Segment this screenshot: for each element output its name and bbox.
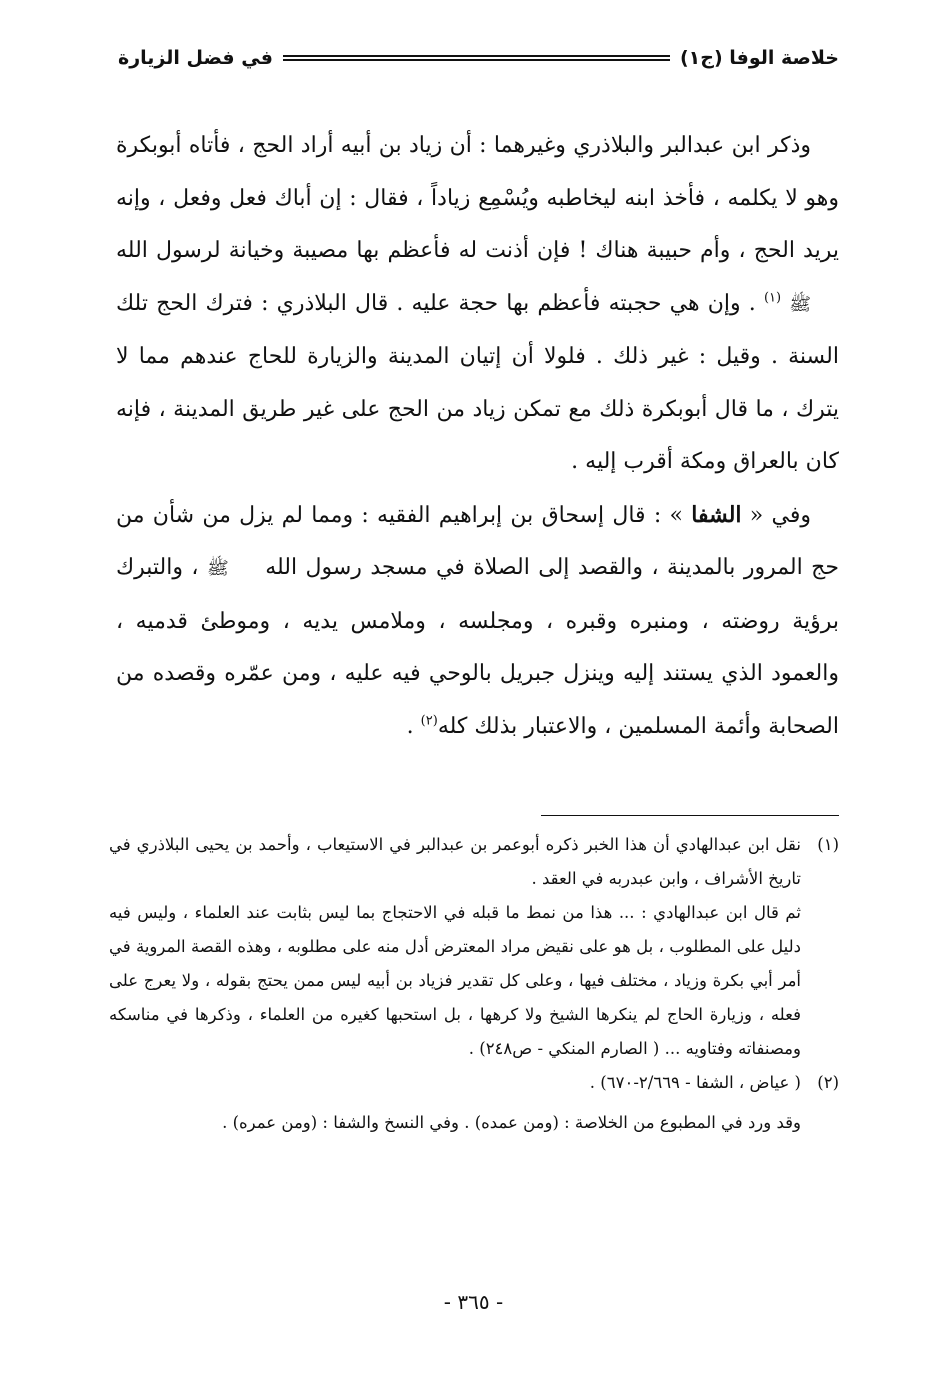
header-double-rule (283, 55, 670, 61)
salutation-glyph: ﷺ (789, 293, 812, 315)
salutation-glyph: ﷺ (206, 558, 229, 579)
footnote-1-line-2: ثم قال ابن عبدالهادي : ... هذا من نمط ما قبله في الاحتجاج بما ليس بثابت عند العلماء ، وليس فيه دليل على المطلوب ، بل هو على نقيض مراد المعترض أدل منه على مطلوبه ، وهذه القصة المروية في أمر أبي بكرة وزياد ، مختلف فيها ، وعلى كل تقدير فزياد بن أبيه ليس ممن يحتج بقوله ، ولا يعرج على فعله ، وزيارة الحاج لم ينكرها الشيخ ولا كرهها ، بل استحبها كغيره من العلماء ، وذكرها في مناسكه ومصنفاته وفتاويه ... ( الصارم المنكي - ص٢٤٨) . (109, 903, 801, 1058)
paragraph-2 (116, 489, 839, 754)
footnote-separator (541, 815, 839, 816)
footnote-1-line-1: نقل ابن عبدالهادي أن هذا الخبر ذكره أبوعمر بن عبدالبر في الاستيعاب ، وأحمد بن يحيى البلاذري في تاريخ الأشراف ، وابن عبدربه في العقد . (109, 835, 801, 888)
header-book-title: خلاصة الوفا (ج١) (679, 46, 839, 69)
paragraph-2-text-a: » : قال إسحاق بن إبراهيم الفقيه : ومما لم يزل من شأن من حج المرور بالمدينة ، والقصد إلى الصلاة في مسجد رسول الله (116, 502, 839, 580)
paragraph-2-prefix: وفي « (749, 502, 811, 528)
paragraph-1-text-b: . وإن هي حجبته فأعظم بها حجة عليه . قال البلاذري : فترك الحج تلك السنة . وقيل : غير ذلك . فلولا أن إتيان المدينة والزيارة للحاج عندهم مما لا يترك ، ما قال أبوبكرة ذلك مع تمكن زياد من الحج على غير طريق المدينة ، فإنه كان بالعراق ومكة أقرب إليه . (116, 290, 839, 474)
footnote-2-line-1: ( عياض ، الشفا - ٢/٦٦٩-٦٧٠) . (589, 1073, 801, 1092)
main-text (116, 120, 839, 753)
footnote-1-body (109, 828, 801, 1066)
footnote-2-number: (٢) (817, 1073, 839, 1092)
page-number: - ٣٦٥ - (443, 1290, 504, 1314)
footnote-1-number: (١) (817, 835, 839, 854)
book-name-shifa: الشفا (691, 501, 742, 528)
running-header (118, 38, 839, 78)
header-chapter-title: في فضل الزيارة (118, 46, 273, 69)
paragraph-1 (116, 120, 839, 489)
paragraph-1-text-a: وذكر ابن عبدالبر والبلاذري وغيرهما : أن زياد بن أبيه أراد الحج ، فأتاه أبوبكرة وهو لا يكلمه ، فأخذ ابنه ليخاطبه ويُسْمِع زياداً ، فقال : إن أباك فعل وفعل ، وإنه يريد الحج ، وأم حبيبة هناك ! فإن أذنت له فأعظم بها مصيبة وخيانة لرسول الله (116, 133, 839, 263)
footnote-ref-2[interactable]: (٢) (420, 713, 438, 729)
footnote-1 (109, 828, 839, 1066)
paragraph-2-end: . (406, 713, 414, 739)
footnote-2 (109, 1066, 839, 1100)
paragraph-2-text-b: ، والتبرك برؤية روضته ، ومنبره وقبره ، ومجلسه ، وملامس يديه ، وموطئ قدميه ، والعمود الذي يستند إليه وينزل جبريل بالوحي فيه عليه ، ومن عمّره وقصده من الصحابة وأئمة المسلمين ، والاعتبار بذلك كله (116, 555, 839, 739)
footnote-2-body (109, 1066, 801, 1100)
footnote-ref-1[interactable]: (١) (763, 290, 782, 306)
footnotes (109, 828, 839, 1140)
footnote-2-note: وقد ورد في المطبوع من الخلاصة : (ومن عمده) . وفي النسخ والشفا : (ومن عمره) . (222, 1113, 801, 1132)
